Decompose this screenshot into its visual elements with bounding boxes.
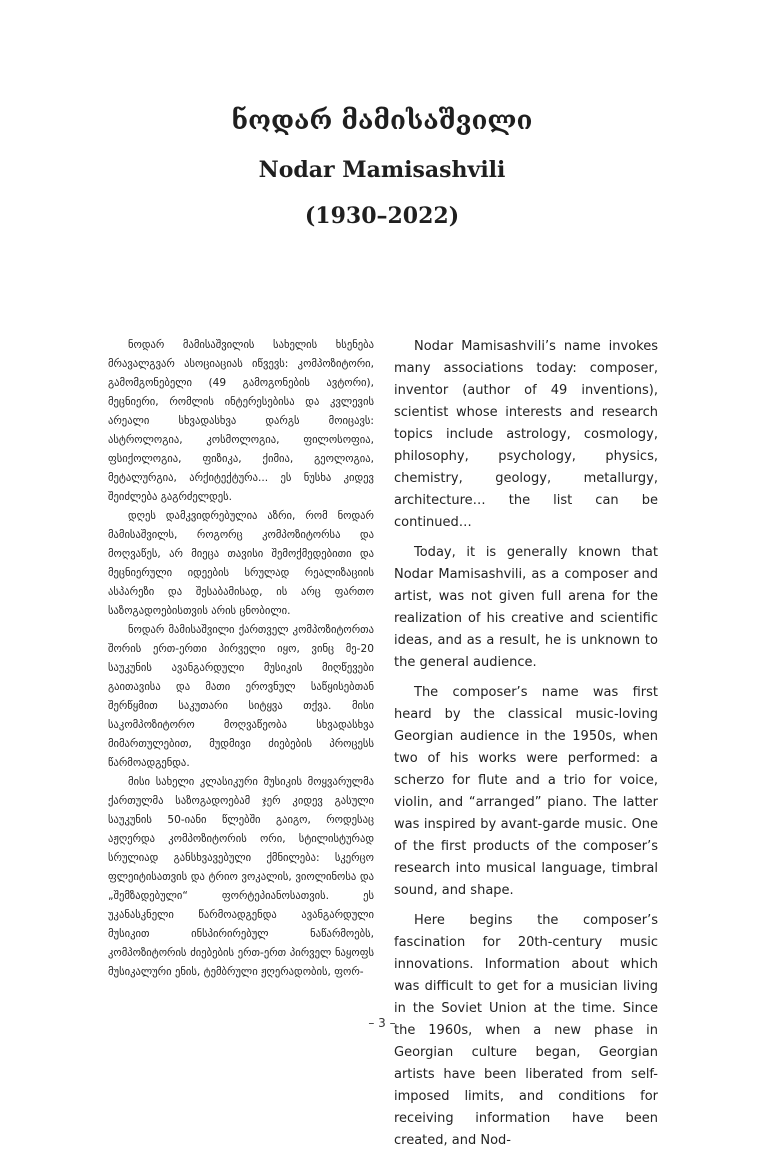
english-column (394, 336, 658, 1160)
georgian-paragraph: ნოდარ მამისაშვილის სახელის ხსენება მრავალგვარ ასოციაციას იწვევს: კომპოზიტორი, გამომგონებელი (49 გამოგონების ავტორი), მეცნიერი, რომლის ინტერესებისა და კვლევის არეალი სხვადასხვა დარგს მოიცავს: ასტროლოგია, კოსმოლოგია, ფილოსოფია, ფსიქოლოგია, ფიზიკა, ქიმია, გეოლოგია, მეტალურგია, არქიტექტურა... ეს ნუსხა კიდევ შეიძლება გაგრძელდეს. (108, 339, 374, 503)
english-paragraph: Here begins the composer’s fascination for 20th-century music innovations. Information about which was difficult to get for a musician living in the Soviet Union at the time. Since the 1960s, when a new phase in Georgian culture began, Georgian artists have been liberated from self- imposed limits, and conditions for receiving information have been created, and Nod- (394, 913, 658, 1148)
title-years: (1930–2022) (304, 203, 460, 229)
georgian-paragraph: დღეს დამკვიდრებულია აზრი, რომ ნოდარ მამისაშვილს, როგორც კომპოზიტორსა და მოღვაწეს, არ მიეცა თავისი შემოქმედებითი და მეცნიერული იდეების სრულად რეალიზაციის ასპარეზი და შესაბამისად, ის არც ფართო საზოგადოებისთვის არის ცნობილი. (108, 510, 374, 617)
georgian-paragraph: ნოდარ მამისაშვილი ქართველ კომპოზიტორთა შორის ერთ-ერთი პირველი იყო, ვინც მე-20 საუკუნის ავანგარდული მუსიკის მიღწევები გაითავისა და მათი ეროვნულ საწყისებთან შერწყმით საკუთარი სიტყვა თქვა. მისი საკომპოზიტორო მოღვაწეობა სხვადასხვა მიმართულებით, მუდმივი ძიებების პროცესს წარმოადგენდა. (108, 624, 374, 769)
georgian-column (108, 336, 374, 982)
georgian-paragraph: მისი სახელი კლასიკური მუსიკის მოყვარულმა ქართულმა საზოგადოებამ ჯერ კიდევ გასული საუკუნის 50-იანი წლებში გაიგო, როდესაც აჟღერდა კომპოზიტორის ორი, სტილისტურად სრულიად განსხვავებული ქმნილება: სკერცო ფლეიტისათვის და ტრიო ვოკალის, ვიოლინოსა და „შემზადებული“ ფორტეპიანოსათვის. ეს უკანასკნელი წარმოადგენდა ავანგარდული მუსიკით ინსპირირებულ ნაწარმოებს, კომპოზიტორის ძიებების ერთ-ერთ პირველ ნაყოფს მუსიკალური ენის, ტემბრული ჟღერადობის, ფორ- (108, 776, 374, 978)
english-paragraph: The composer’s name was first heard by the classical music-loving Georgian audience in the 1950s, when two of his works were performed: a scherzo for flute and a trio for voice, violin, and “arranged” piano. The latter was inspired by avant-garde music. One of the first products of the composer’s research into musical language, timbral sound, and shape. (394, 685, 658, 898)
page-number: – 3 – (368, 1016, 396, 1030)
title-georgian: ნოდარ მამისაშვილი (231, 106, 533, 136)
title-english: Nodar Mamisashvili (258, 157, 506, 183)
english-paragraph: Today, it is generally known that Nodar Mamisashvili, as a composer and artist, was not given full arena for the realization of his creative and scientific ideas, and as a result, he is unknown to the general audience. (394, 545, 658, 670)
english-paragraph: Nodar Mamisashvili’s name invokes many associations today: composer, inventor (author of 49 inventions), scientist whose interests and research topics include astrology, cosmology, philosophy, psychology, physics, chemistry, geology, metallurgy, architecture… the list can be continued… (394, 339, 658, 530)
